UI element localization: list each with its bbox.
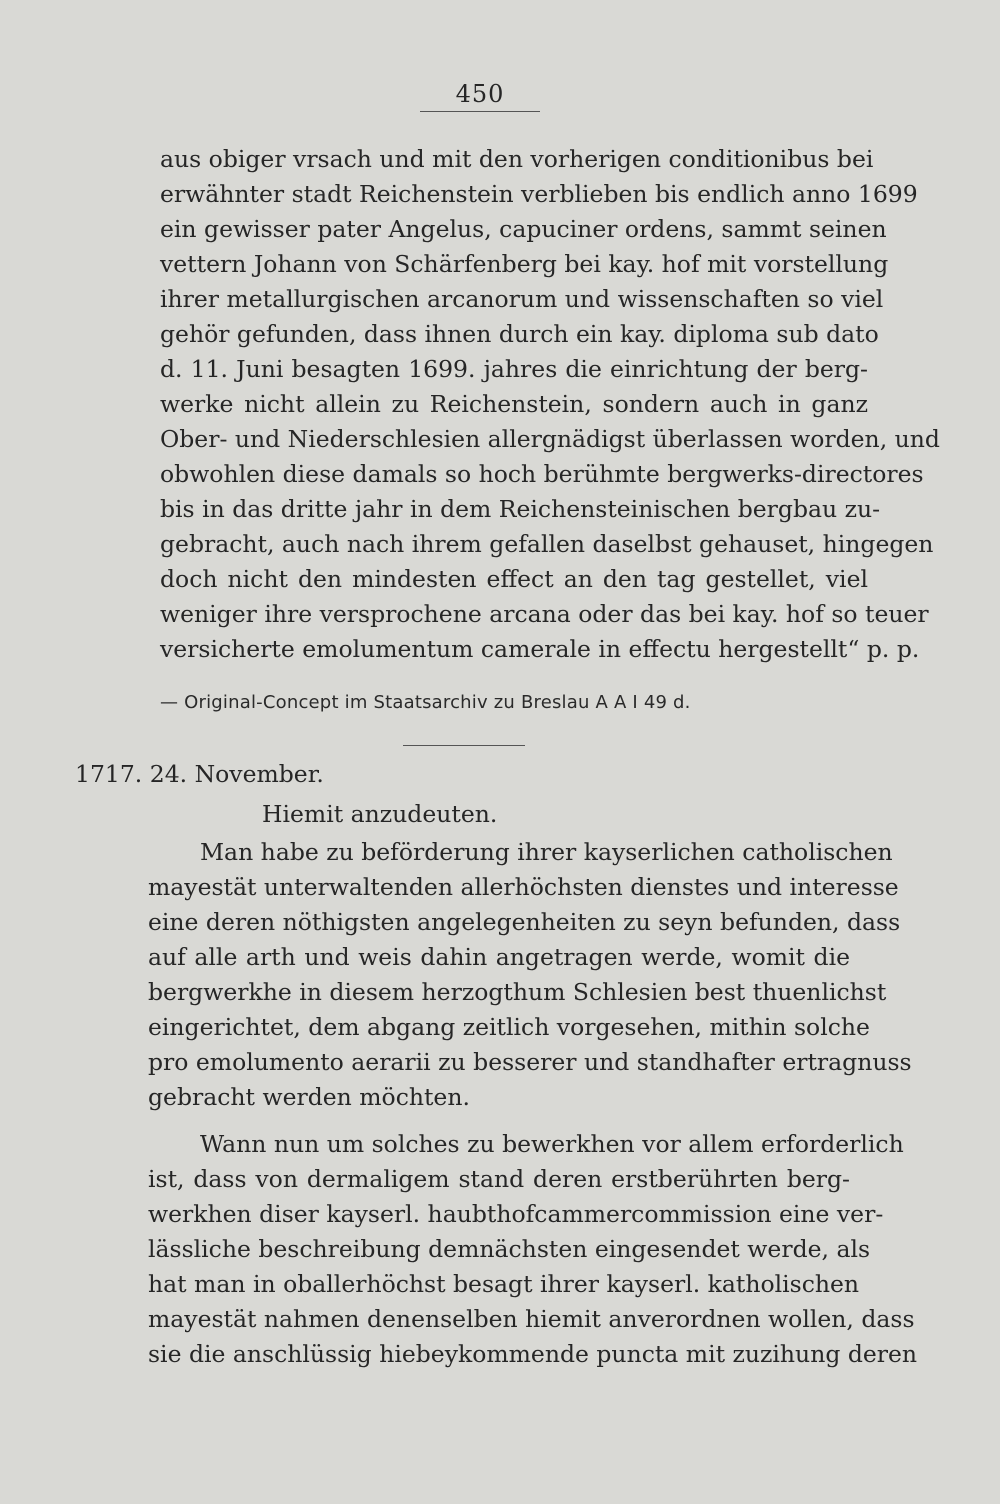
section-divider <box>403 745 525 746</box>
text-line: sie die anschlüssig hiebeykommende puncta mit zuzihung deren <box>148 1340 918 1368</box>
text-line: gehör gefunden, dass ihnen durch ein kay. diploma sub dato <box>160 320 879 348</box>
text-line: ein gewisser pater Angelus, capuciner ordens, sammt seinen <box>160 215 887 243</box>
text-line: doch nicht den mindesten effect an den tag gestellet, viel <box>160 565 868 593</box>
text-line: auf alle arth und weis dahin angetragen werde, womit die <box>148 943 850 971</box>
text-line: lässliche beschreibung demnächsten eingesendet werde, als <box>148 1235 871 1263</box>
text-line: Man habe zu beförderung ihrer kayserlichen catholischen <box>200 838 893 866</box>
subheading: Hiemit anzudeuten. <box>262 800 498 828</box>
text-line: werke nicht allein zu Reichenstein, sondern auch in ganz <box>160 390 868 418</box>
text-line: pro emolumento aerarii zu besserer und standhafter ertragnuss <box>148 1048 912 1076</box>
text-line: bergwerkhe in diesem herzogthum Schlesien best thuenlichst <box>148 978 887 1006</box>
text-line: Ober- und Niederschlesien allergnädigst überlassen worden, und <box>160 425 940 453</box>
date-heading: 1717. 24. November. <box>75 760 324 788</box>
text-line: gebracht, auch nach ihrem gefallen daselbst gehauset, hingegen <box>160 530 934 558</box>
text-line: obwohlen diese damals so hoch berühmte bergwerks-directores <box>160 460 924 488</box>
text-line: d. 11. Juni besagten 1699. jahres die einrichtung der berg- <box>160 355 868 383</box>
source-note: — Original-Concept im Staatsarchiv zu Breslau A A I 49 d. <box>160 692 691 713</box>
text-line: werkhen diser kayserl. haubthofcammercommission eine ver- <box>148 1200 884 1228</box>
text-line: aus obiger vrsach und mit den vorherigen conditionibus bei <box>160 145 874 173</box>
text-line: weniger ihre versprochene arcana oder das bei kay. hof so teuer <box>160 600 929 628</box>
page-number: 450 <box>455 80 505 108</box>
paragraph-2 <box>148 835 912 1115</box>
text-line: gebracht werden möchten. <box>148 1083 470 1111</box>
text-line: versicherte emolumentum camerale in effectu hergestellt“ p. p. <box>160 635 920 663</box>
paragraph-1 <box>160 142 940 667</box>
text-line: eingerichtet, dem abgang zeitlich vorgesehen, mithin solche <box>148 1013 870 1041</box>
text-line: vettern Johann von Schärfenberg bei kay. hof mit vorstellung <box>160 250 889 278</box>
text-line: hat man in oballerhöchst besagt ihrer kayserl. katholischen <box>148 1270 860 1298</box>
text-line: bis in das dritte jahr in dem Reichensteinischen bergbau zu- <box>160 495 881 523</box>
text-line: erwähnter stadt Reichenstein verblieben bis endlich anno 1699 <box>160 180 918 208</box>
paragraph-3 <box>148 1127 918 1372</box>
text-line: ist, dass von dermaligem stand deren erstberührten berg- <box>148 1165 850 1193</box>
text-line: mayestät unterwaltenden allerhöchsten dienstes und interesse <box>148 873 899 901</box>
text-line: mayestät nahmen denenselben hiemit anverordnen wollen, dass <box>148 1305 915 1333</box>
text-line: eine deren nöthigsten angelegenheiten zu seyn befunden, dass <box>148 908 901 936</box>
header-rule <box>420 111 540 112</box>
text-line: Wann nun um solches zu bewerkhen vor allem erforderlich <box>200 1130 904 1158</box>
text-line: ihrer metallurgischen arcanorum und wissenschaften so viel <box>160 285 884 313</box>
